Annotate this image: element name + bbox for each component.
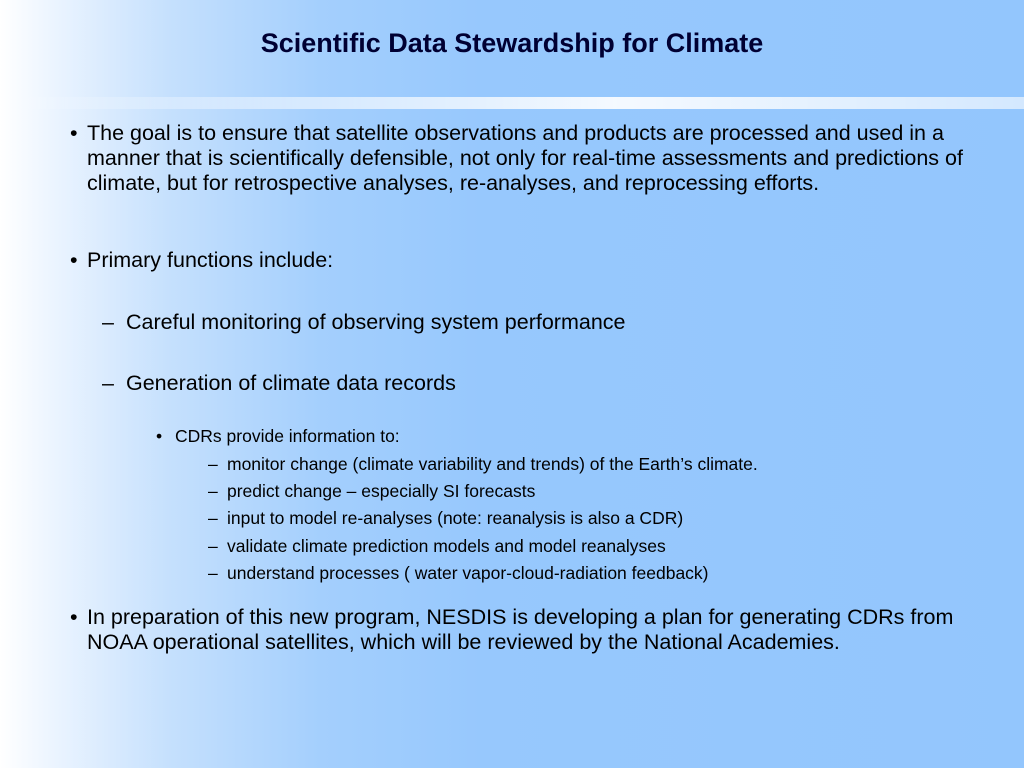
dash-marker: –	[102, 310, 114, 334]
bullet-marker: •	[70, 605, 78, 629]
subbullet-monitoring	[102, 310, 972, 335]
bullet-primary-functions	[70, 248, 970, 273]
bullet-marker: •	[70, 121, 78, 145]
dash-marker: –	[208, 454, 218, 474]
title-divider	[0, 97, 1024, 109]
dash-marker: –	[208, 481, 218, 501]
bullet-marker: •	[70, 248, 78, 272]
bullet-preparation-text: In preparation of this new program, NESDIS is developing a plan for generating CDRs from NOAA operational satellites, which will be reviewed by the National Academies.	[87, 605, 954, 654]
cdr-item-text: input to model re-analyses (note: reanalysis is also a CDR)	[227, 508, 684, 528]
cdr-item-text: monitor change (climate variability and trends) of the Earth’s climate.	[227, 454, 758, 474]
bullet-goal	[70, 121, 970, 196]
bullet-cdr	[156, 425, 976, 447]
cdr-item	[208, 505, 988, 532]
dash-marker: –	[208, 563, 218, 583]
bullet-preparation	[70, 605, 970, 655]
cdr-item	[208, 533, 988, 560]
dash-marker: –	[208, 508, 218, 528]
cdr-item	[208, 478, 988, 505]
bullet-goal-text: The goal is to ensure that satellite observations and products are processed and used in a manner that is scientifically defensible, not only for real-time assessments and predictions of climate, but for retrospective analyses, re-analyses, and reprocessing efforts.	[87, 121, 963, 195]
subbullet-generation	[102, 371, 972, 396]
slide-title: Scientific Data Stewardship for Climate	[260, 28, 764, 58]
cdr-item	[208, 560, 988, 587]
bullet-primary-functions-text: Primary functions include:	[87, 248, 334, 272]
bullet-cdr-text: CDRs provide information to:	[175, 426, 400, 446]
subbullet-generation-text: Generation of climate data records	[126, 371, 456, 395]
cdr-item-text: validate climate prediction models and model reanalyses	[227, 536, 666, 556]
cdr-item-text: understand processes ( water vapor-cloud-radiation feedback)	[227, 563, 709, 583]
subbullet-monitoring-text: Careful monitoring of observing system performance	[126, 310, 626, 334]
bullet-marker: •	[156, 426, 163, 446]
dash-marker: –	[102, 371, 114, 395]
cdr-item	[208, 451, 988, 478]
dash-marker: –	[208, 536, 218, 556]
cdr-item-text: predict change – especially SI forecasts	[227, 481, 536, 501]
